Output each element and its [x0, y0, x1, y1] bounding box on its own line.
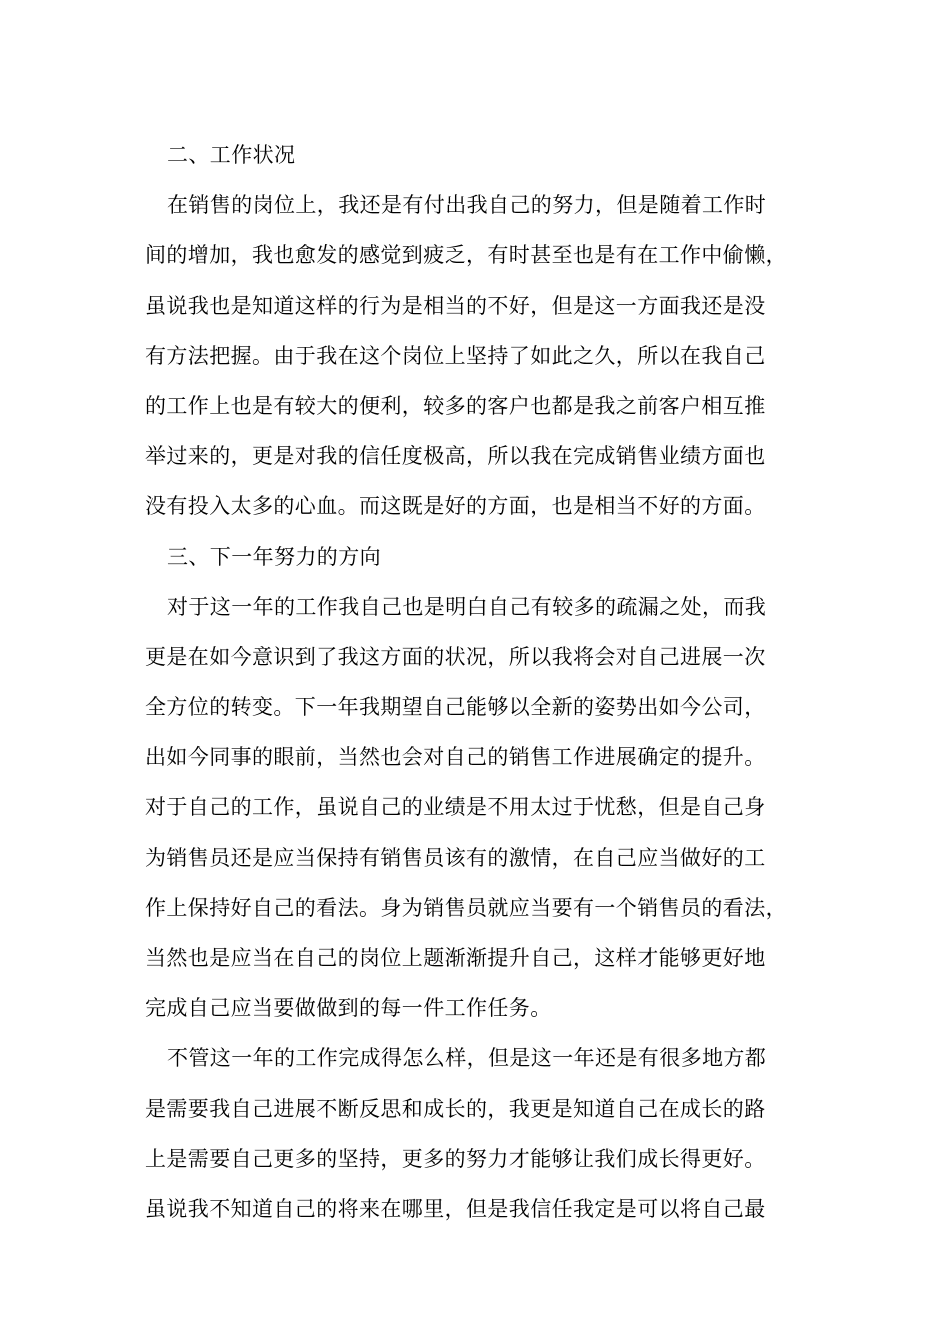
paragraph-line: 当然也是应当在自己的岗位上题渐渐提升自己，这样才能够更好地 [145, 946, 766, 970]
paragraph-line: 不管这一年的工作完成得怎么样，但是这一年还是有很多地方都 [167, 1046, 767, 1071]
paragraph-line: 间的增加，我也愈发的感觉到疲乏，有时甚至也是有在工作中偷懒， [145, 243, 787, 268]
document-body [145, 130, 825, 1234]
paragraph-line: 对于这一年的工作我自己也是明白自己有较多的疏漏之处，而我 [167, 594, 767, 619]
paragraph-line: 的工作上也是有较大的便利，较多的客户也都是我之前客户相互推 [145, 393, 766, 418]
paragraph-line: 没有投入太多的心血。而这既是好的方面，也是相当不好的方面。 [145, 494, 766, 519]
paragraph-line: 举过来的，更是对我的信任度极高，所以我在完成销售业绩方面也 [145, 444, 766, 469]
paragraph-line: 在销售的岗位上，我还是有付出我自己的努力，但是随着工作时 [167, 193, 767, 218]
paragraph-line: 更是在如今意识到了我这方面的状况，所以我将会对自己进展一次 [145, 644, 766, 669]
paragraph-line: 完成自己应当要做做到的每一件工作任务。 [145, 996, 552, 1021]
paragraph-line: 虽说我不知道自己的将来在哪里，但是我信任我定是可以将自己最 [145, 1196, 766, 1221]
paragraph-line: 出如今同事的眼前，当然也会对自己的销售工作进展确定的提升。 [145, 745, 766, 770]
section-heading: 三、下一年努力的方向 [167, 544, 381, 569]
paragraph-line: 全方位的转变。下一年我期望自己能够以全新的姿势出如今公司， [145, 695, 766, 720]
paragraph-line: 为销售员还是应当保持有销售员该有的激情，在自己应当做好的工 [145, 845, 766, 870]
paragraph-line: 是需要我自己进展不断反思和成长的，我更是知道自己在成长的路 [145, 1096, 766, 1121]
paragraph-line: 对于自己的工作，虽说自己的业绩是不用太过于忧愁，但是自己身 [145, 795, 766, 820]
paragraph-line: 作上保持好自己的看法。身为销售员就应当要有一个销售员的看法， [145, 895, 787, 920]
paragraph-line: 上是需要自己更多的坚持，更多的努力才能够让我们成长得更好。 [145, 1146, 766, 1171]
paragraph-line: 有方法把握。由于我在这个岗位上坚持了如此之久，所以在我自己 [145, 343, 766, 368]
paragraph-line: 虽说我也是知道这样的行为是相当的不好，但是这一方面我还是没 [145, 293, 766, 318]
section-heading: 二、工作状况 [167, 143, 296, 167]
